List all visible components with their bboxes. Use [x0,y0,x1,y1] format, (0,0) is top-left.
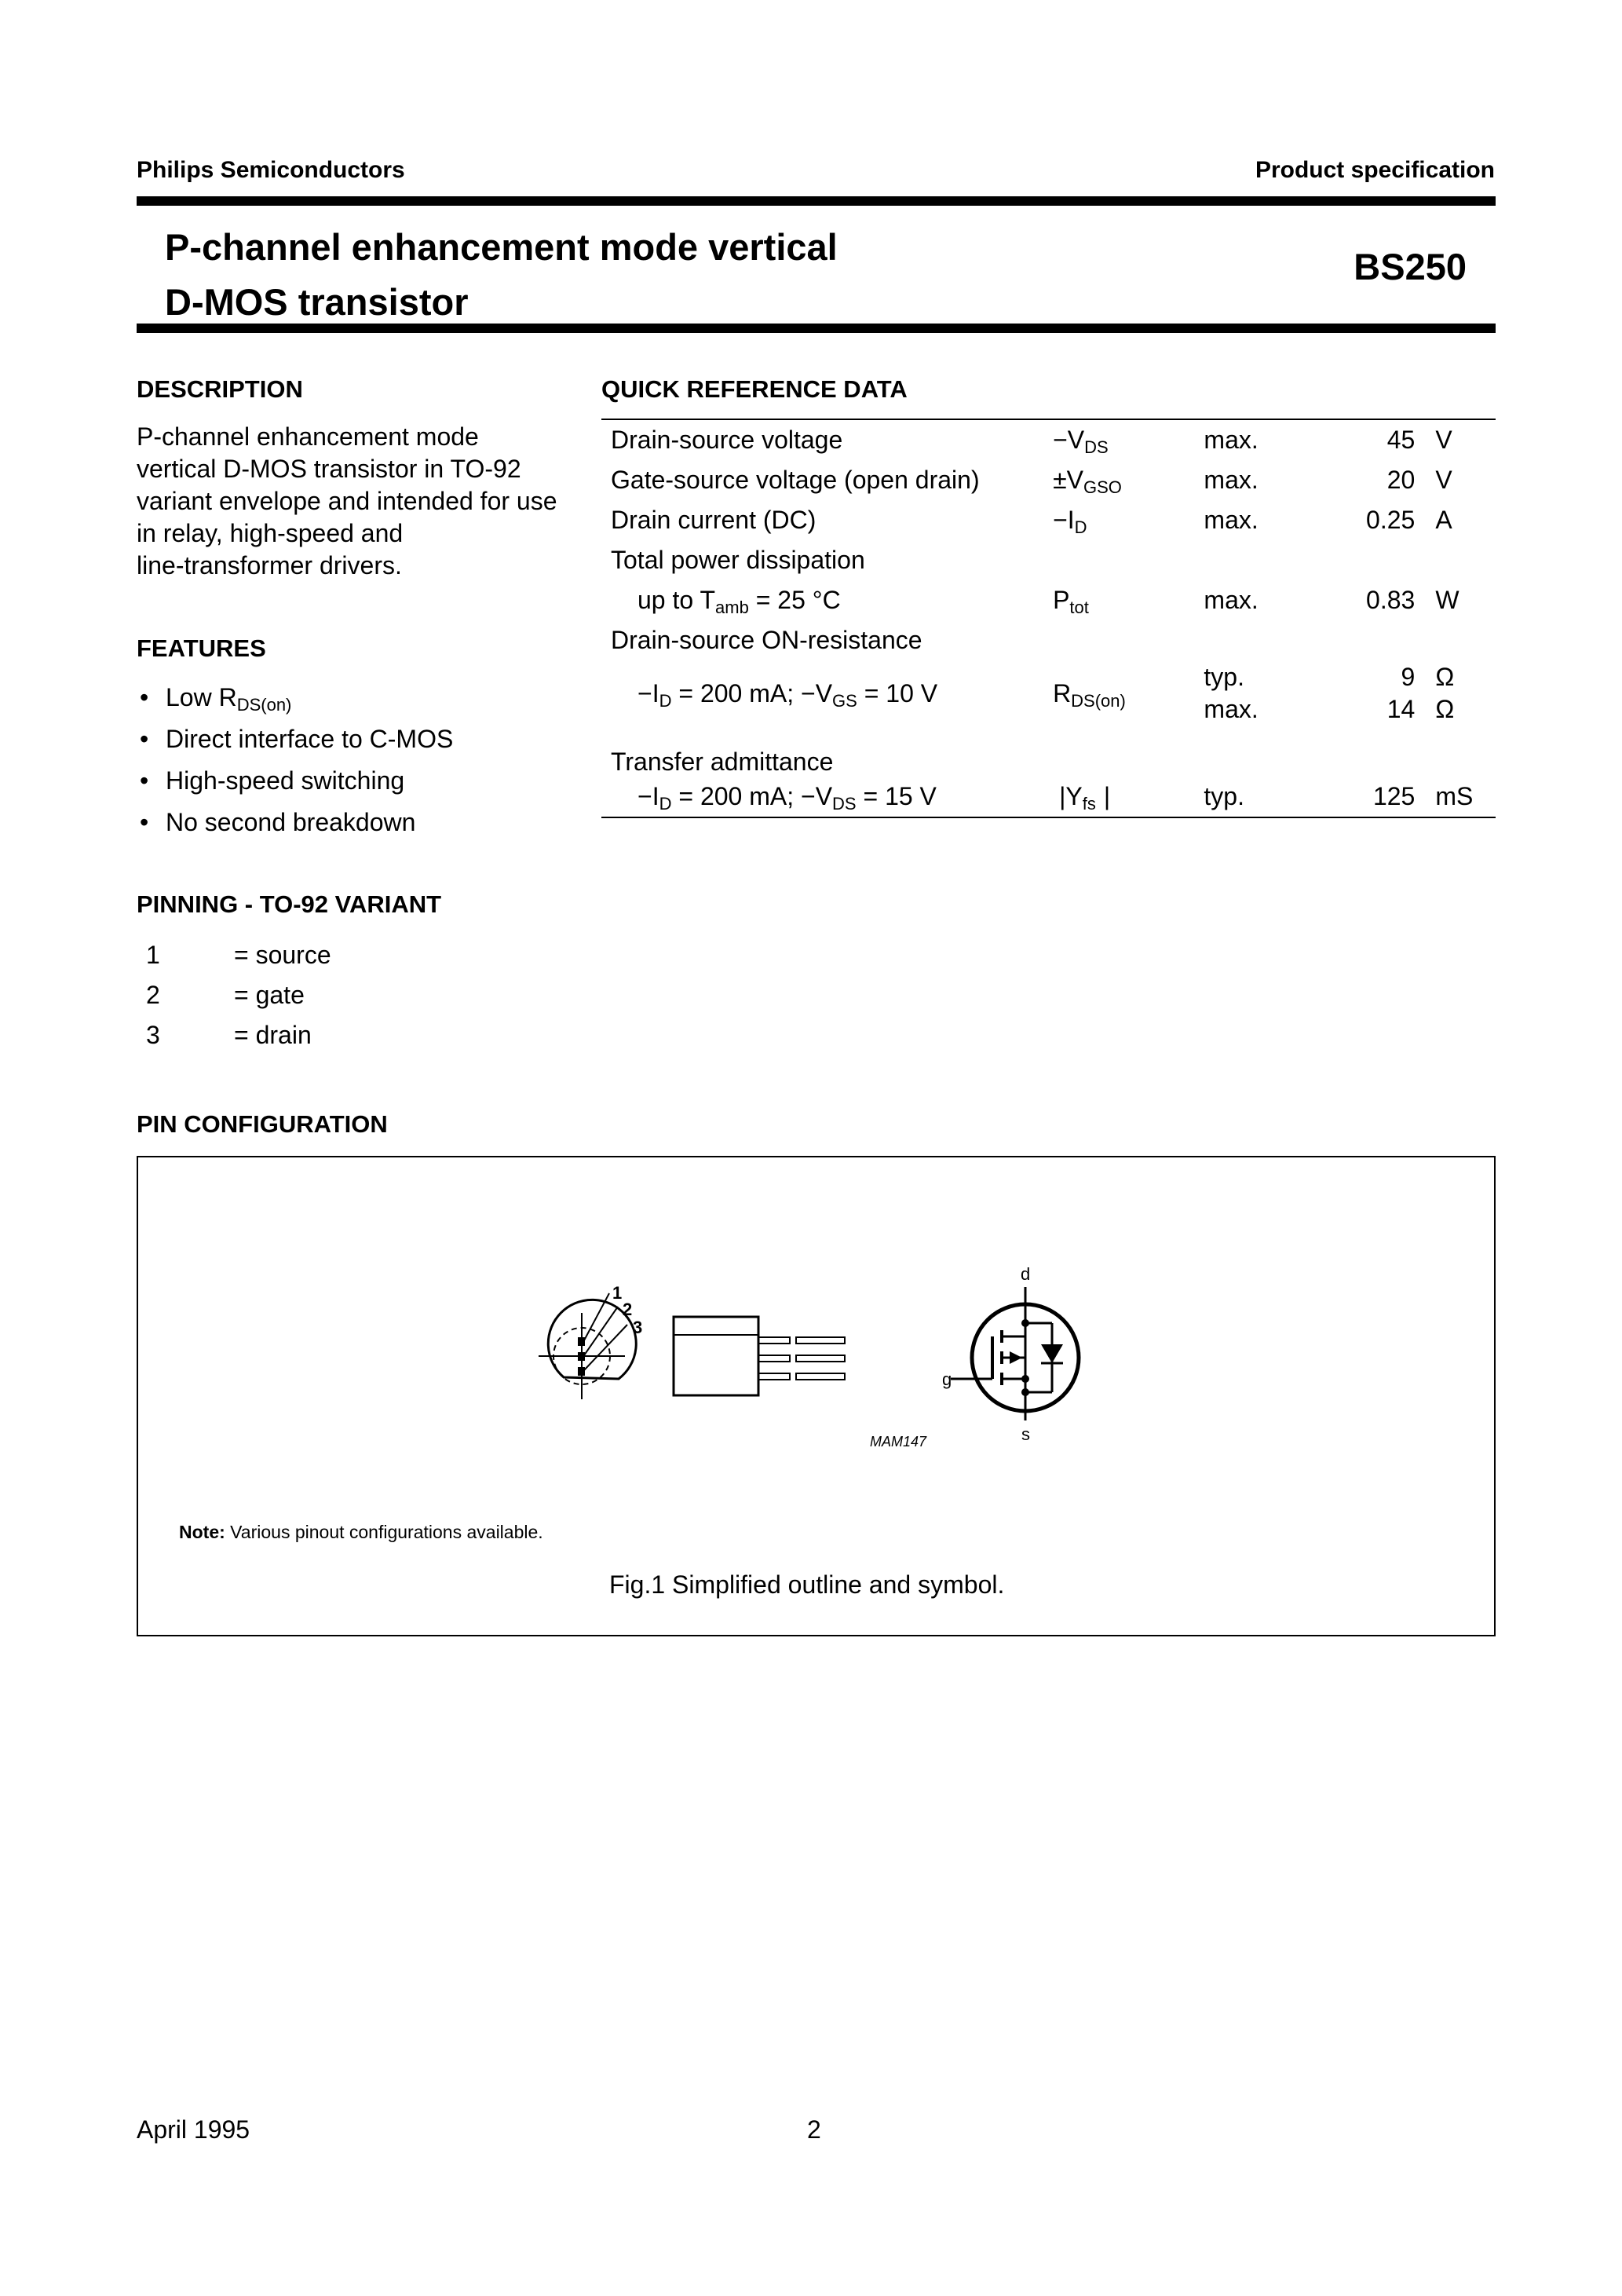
part-number: BS250 [1353,246,1467,287]
table-row: up to $T_{amb} = 25$ °C $P_{tot}$ max. 0.83 W [637,586,1459,617]
title-line-2: D-MOS transistor [165,281,469,323]
feature-item: • No second breakdown [140,808,416,836]
description-heading: DESCRIPTION [137,375,303,403]
pin-label-3: 3 [633,1318,643,1337]
description-line: variant envelope and intended for use [137,487,557,515]
description-text [137,421,568,582]
table-row: Transfer admittance [611,748,834,776]
table-row: Gate-source voltage (open drain) $\pm V_{GSO}$ max. 20 V [611,466,1452,497]
header-rule-top [137,196,1496,206]
to92-bottom-view [539,1293,636,1399]
feature-item: • Low $R_{DS(on)}$ [140,683,292,715]
table-row: Drain current (DC) $-I_D$ max. 0.25 A [611,506,1452,537]
footer-date: April 1995 [137,2115,250,2144]
gate-label: g [942,1369,952,1389]
description-line: vertical D-MOS transistor in TO-92 [137,455,521,483]
figure-caption: Fig.1 Simplified outline and symbol. [609,1570,1005,1599]
pin-row: 3 = drain [146,1021,312,1049]
source-label: s [1021,1424,1030,1444]
description-line: P-channel enhancement mode [137,422,479,451]
pinning-heading: PINNING - TO-92 VARIANT [137,890,442,918]
table-row: $-I_D = 200$ mA; $-V_{GS} = 10$ V $R_{DS(on)}$ typ. max. 9 14 Ω Ω [637,663,1455,723]
pin-row: 2 = gate [146,981,305,1009]
quick-ref-table [601,419,1496,818]
drain-label: d [1021,1264,1031,1284]
feature-item: • Direct interface to C-MOS [140,725,454,753]
header-rule-bottom [137,324,1496,333]
pin-config-heading: PIN CONFIGURATION [137,1110,388,1138]
pin-label-1: 1 [612,1283,623,1303]
table-row: Drain-source voltage $-V_{DS}$ max. 45 V [611,426,1452,457]
pin-row: 1 = source [146,941,331,969]
title-line-1: P-channel enhancement mode vertical [165,226,838,268]
pin-label-2: 2 [623,1300,633,1319]
quick-ref-heading: QUICK REFERENCE DATA [601,375,908,403]
features-list [137,677,453,843]
to92-side-view [674,1317,845,1395]
page-title [165,220,838,330]
pin-config-figure [137,1156,1496,1636]
doc-type: Product specification [1255,157,1495,183]
features-heading: FEATURES [137,634,266,662]
mosfet-symbol [951,1287,1079,1420]
table-row: Drain-source ON-resistance [611,626,922,654]
page-number: 2 [807,2115,821,2144]
drawing-code: MAM147 [870,1434,927,1450]
figure-note: Note: Various pinout configurations available. [179,1522,543,1542]
outline-and-symbol-drawing [138,1157,1494,1635]
description-line: in relay, high-speed and [137,519,404,547]
feature-item: • High-speed switching [140,766,405,795]
description-line: line-transformer drivers. [137,551,402,579]
table-row: $-I_D = 200$ mA; $-V_{DS} = 15$ V $|Y_{fs}$ | typ. 125 mS [637,782,1474,813]
company-name: Philips Semiconductors [137,157,405,183]
table-row: Total power dissipation [611,546,865,574]
